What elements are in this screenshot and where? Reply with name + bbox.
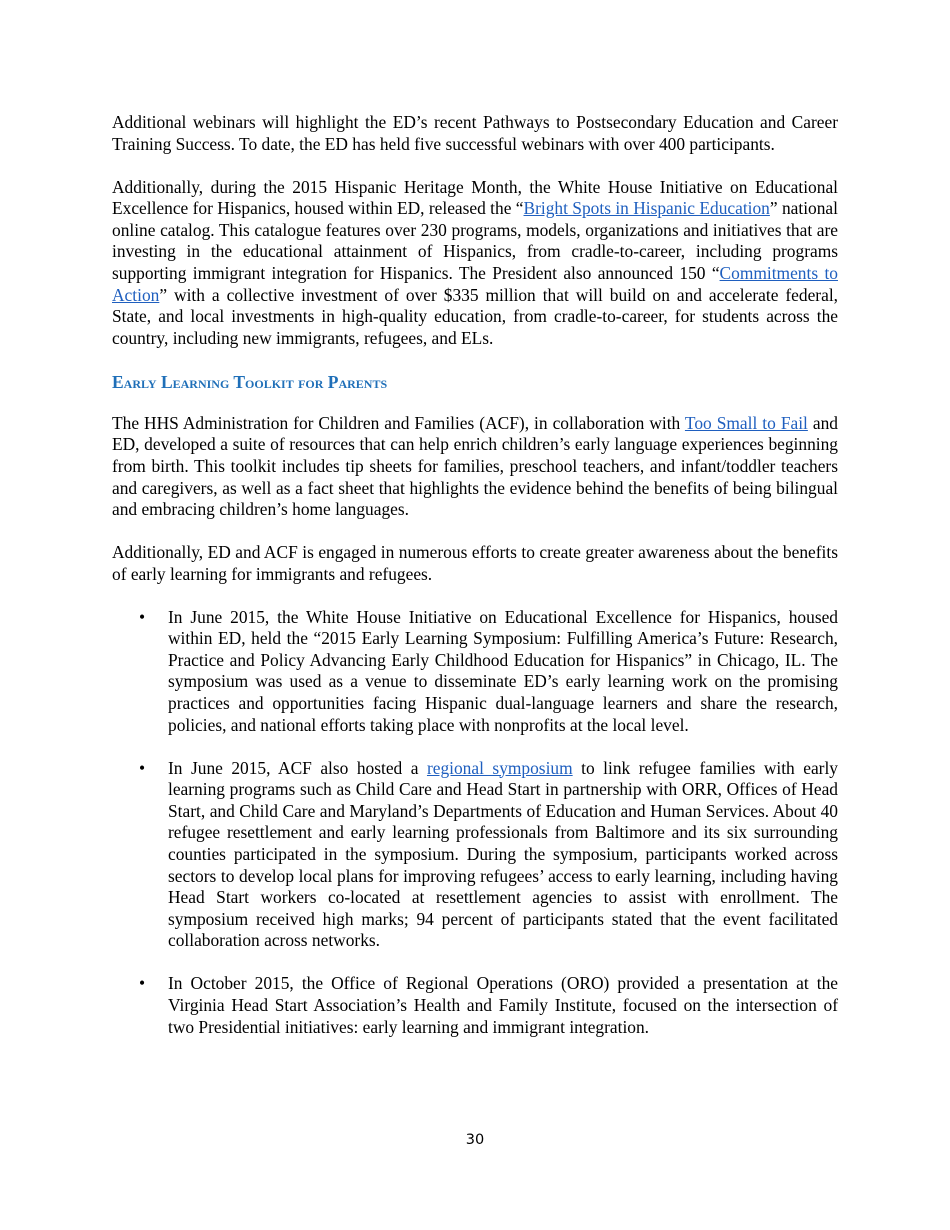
webinars-paragraph: Additional webinars will highlight the ED’s recent Pathways to Postsecondary Education and Career Training Success. To date, the ED has held five successful webinars with over 400 participants. [112,112,838,154]
section-heading: Early Learning Toolkit for Parents [112,371,388,392]
list-item [112,607,838,737]
bullet-icon: • [139,757,146,778]
bright-spots-text-3: ” with a collective investment of over $335 million that will build on and accelerate federal, State, and local investments in high-quality education, from cradle-to-career, for students across the country, including new immigrants, refugees, and ELs. [112,284,838,348]
too-small-to-fail-link[interactable]: Too Small to Fail [684,412,808,433]
bullet-icon: • [139,973,146,994]
bright-spots-paragraph [112,177,838,350]
bullet-icon: • [139,606,146,627]
awareness-paragraph: Additionally, ED and ACF is engaged in numerous efforts to create greater awareness about the benefits of early learning for immigrants and refugees. [112,542,838,584]
commitments-to-action-link[interactable]: Commitments to Action [112,262,838,305]
toolkit-paragraph [112,413,838,521]
regional-symposium-link[interactable]: regional symposium [426,757,573,778]
symposium-text-1: In June 2015, ACF also hosted a [168,757,427,778]
list-item [112,973,838,1038]
list-item-text [168,758,838,951]
document-page [112,112,838,1060]
bullet-list [112,607,838,1038]
page-number: 30 [465,1132,485,1148]
list-item-text: In October 2015, the Office of Regional Operations (ORO) provided a presentation at the Virginia Head Start Association’s Health and Family Institute, focused on the intersection of two Presidential initiatives: early learning and immigrant integration. [168,973,838,1037]
symposium-text-2: to link refugee families with early learning programs such as Child Care and Head Start in partnership with ORR, Offices of Head Start, and Child Care and Maryland’s Departments of Education and Human Services. About 40 refugee resettlement and early learning professionals from Baltimore and its six surrounding counties participated in the symposium. During the symposium, participants worked across sectors to develop local plans for improving refugees’ access to early learning, including having Head Start workers co-located at resettlement agencies to assist with enrollment. The symposium received high marks; 94 percent of participants stated that the event facilitated collaboration across networks. [168,757,838,951]
bright-spots-text-1: Additionally, during the 2015 Hispanic Heritage Month, the White House Initiative on Educational Excellence for Hispanics, housed within ED, released the “ [112,176,838,219]
list-item-text: In June 2015, the White House Initiative on Educational Excellence for Hispanics, housed within ED, held the “2015 Early Learning Symposium: Fulfilling America’s Future: Research, Practice and Policy Advancing Early Childhood Education for Hispanics” in Chicago, IL. The symposium was used as a venue to disseminate ED’s early learning work on the promising practices and opportunities facing Hispanic dual-language learners and share the research, policies, and national efforts taking place with nonprofits at the local level. [168,606,838,735]
list-item [112,758,838,952]
bright-spots-text-2: ” national online catalog. This catalogue features over 230 programs, models, organizations and initiatives that are investing in the educational attainment of Hispanics, from cradle-to-career, including programs supporting immigrant integration for Hispanics. The President also announced 150 “ [112,198,838,283]
bright-spots-link[interactable]: Bright Spots in Hispanic Education [523,198,770,219]
toolkit-text-2: and ED, developed a suite of resources that can help enrich children’s early language experiences beginning from birth. This toolkit includes tip sheets for families, preschool teachers, and infant/toddler teachers and caregivers, as well as a fact sheet that highlights the evidence behind the benefits of being bilingual and embracing children’s home languages. [112,412,838,520]
toolkit-text-1: The HHS Administration for Children and Families (ACF), in collaboration with [112,412,685,433]
